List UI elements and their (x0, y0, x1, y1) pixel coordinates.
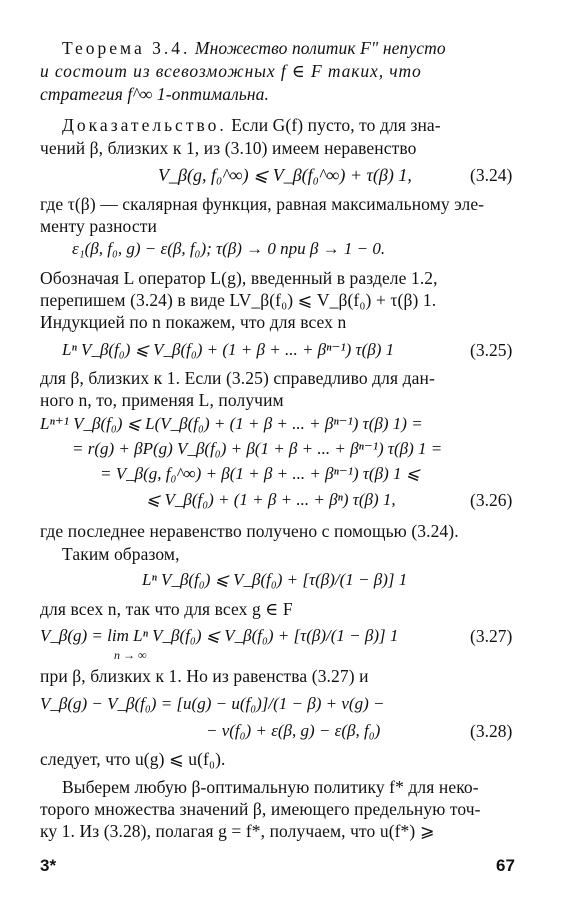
theorem-text: Множество политик F" непусто (194, 38, 446, 58)
proof-line-1 (62, 117, 441, 135)
text-line-1: где τ(β) — скалярная функция, равная максимальному эле- (40, 194, 485, 214)
equation-3-27-limit-subscript: n → ∞ (114, 648, 147, 662)
proof-line-2: чений β, близких к 1, из (3.10) имеем неравенство (40, 138, 417, 158)
equation-therefore: Lⁿ V_β(f₀) ⩽ V_β(f₀) + [τ(β)/(1 − β)] 1 (142, 570, 408, 589)
text-line-5: Индукцией по n покажем, что для всех n (40, 312, 347, 332)
text-line-3: Обозначая L оператор L(g), введенный в разделе 1.2, (40, 268, 438, 288)
equation-3-28-line-2: − v(f₀) + ε(β, g) − ε(β, f₀) (206, 721, 381, 740)
proof-line-1-rest: Если G(f) пусто, то для зна- (231, 115, 441, 135)
text-line-4: перепишем (3.24) в виде LV_β(f₀) ⩽ V_β(f₀) + τ(β) 1. (40, 290, 437, 310)
text-line-7: ного n, то, применяя L, получим (40, 390, 284, 410)
text-line-14: торого множества значений β, имеющего предельную точ- (40, 799, 481, 819)
proof-label: Доказательство. (62, 115, 227, 135)
equation-number-3-28: (3.28) (470, 721, 513, 741)
equation-number-3-27: (3.27) (470, 626, 513, 646)
equation-3-24: V_β(g, f₀^∞) ⩽ V_β(f₀^∞) + τ(β) 1, (158, 165, 412, 185)
page-number: 67 (496, 856, 515, 875)
equation-3-27: V_β(g) = lim Lⁿ V_β(f₀) ⩽ V_β(f₀) + [τ(β)/(1 − β)] 1 (40, 626, 399, 645)
equation-3-25: Lⁿ V_β(f₀) ⩽ V_β(f₀) + (1 + β + ... + βⁿ⁻¹) τ(β) 1 (62, 340, 395, 359)
text-line-12: следует, что u(g) ⩽ u(f₀). (40, 749, 226, 769)
text-line-8: где последнее неравенство получено с помощью (3.24). (40, 521, 459, 541)
equation-3-26-line-4: ⩽ V_β(f₀) + (1 + β + ... + βⁿ) τ(β) 1, (146, 490, 396, 509)
equation-3-26-line-1: Lⁿ⁺¹ V_β(f₀) ⩽ L(V_β(f₀) + (1 + β + ... + βⁿ⁻¹) τ(β) 1) = (40, 414, 423, 433)
equation-number-3-25: (3.25) (470, 340, 513, 360)
equation-epsilon: ε₁(β, f₀, g) − ε(β, f₀); τ(β) → 0 при β → 1 − 0. (72, 239, 386, 258)
equation-3-26-line-3: = V_β(g, f₀^∞) + β(1 + β + ... + βⁿ⁻¹) τ(β) 1 ⩽ (100, 464, 420, 483)
theorem-line-1 (62, 40, 512, 58)
equation-3-26-line-2: = r(g) + βP(g) V_β(f₀) + β(1 + β + ... + βⁿ⁻¹) τ(β) 1 = (72, 439, 443, 458)
text-line-13: Выберем любую β-оптимальную политику f* для неко- (62, 777, 479, 797)
equation-number-3-24: (3.24) (470, 165, 513, 185)
text-line-11: при β, близких к 1. Но из равенства (3.27) и (40, 666, 369, 686)
theorem-line-3: стратегия f^∞ 1-оптимальна. (40, 84, 269, 104)
theorem-label: Теорема 3.4. (62, 38, 191, 58)
text-line-9: Таким образом, (62, 544, 180, 564)
equation-3-28-line-1: V_β(g) − V_β(f₀) = [u(g) − u(f₀)]/(1 − β) + v(g) − (40, 694, 385, 713)
theorem-line-2: и состоит из всевозможных f ∈ F таких, что (40, 61, 422, 81)
text-line-10: для всех n, так что для всех g ∈ F (40, 599, 293, 619)
signature-mark: 3* (40, 856, 57, 875)
text-line-15: ку 1. Из (3.28), полагая g = f*, получаем, что u(f*) ⩾ (40, 821, 435, 841)
text-line-6: для β, близких к 1. Если (3.25) справедливо для дан- (40, 368, 435, 388)
text-line-2: менту разности (40, 216, 157, 236)
equation-number-3-26: (3.26) (470, 490, 513, 510)
